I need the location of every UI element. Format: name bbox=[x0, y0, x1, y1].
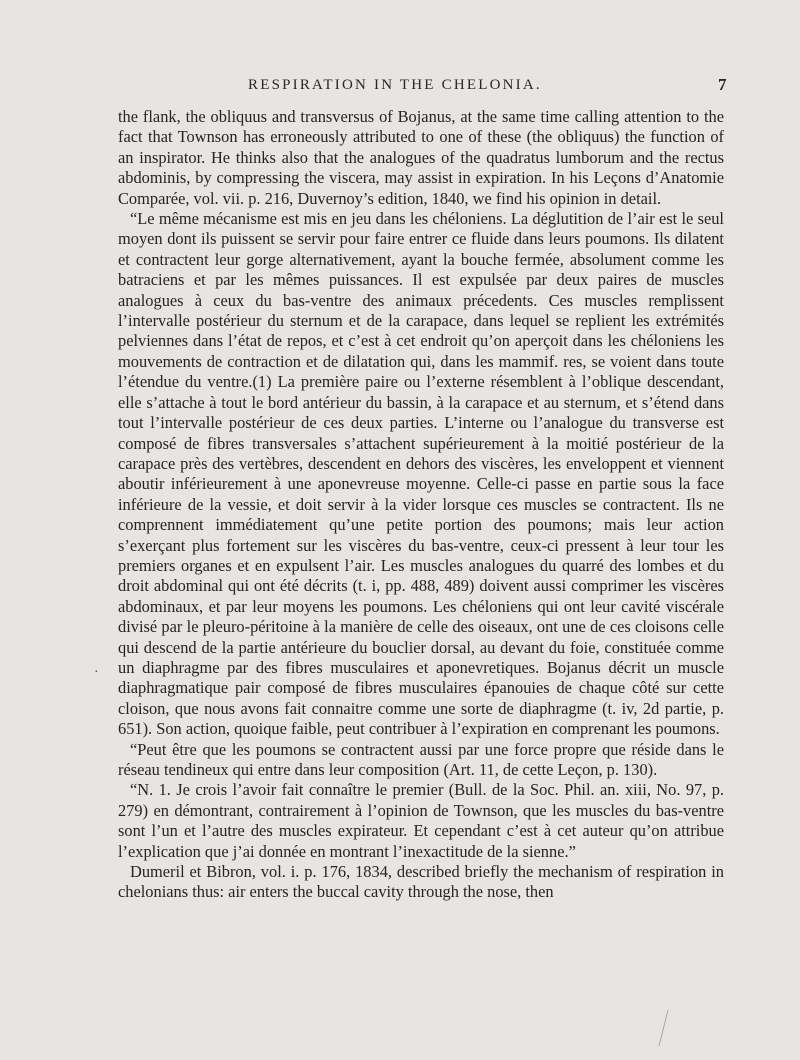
margin-speck: · bbox=[94, 665, 99, 680]
page-number: 7 bbox=[718, 75, 727, 94]
paragraph-quote-lungs: “Peut être que les poumons se contractent aussi par une force propre que réside dans le réseau tendineux qui entre dans leur composition (Art. 11, de cette Leçon, p. 130). bbox=[118, 739, 724, 779]
paragraph-quote-french: “Le même mécanisme est mis en jeu dans les chéloniens. La déglutition de l’air est le seul moyen dont ils puissent se servir pour faire entrer ce fluide dans leurs poumons. Ils dilatent et contractent leur gorge alternativement, ayant la bouche fermée, absolument comme les batraciens et par les mêmes puissances. Il est expulsée par deux paires de muscles analogues à ceux du bas-ventre des animaux précedents. Ces muscles remplissent l’intervalle postérieur du sternum et de la carapace, dans lequel se replient les extrémités pelviennes dans l’état de repos, et c’est à cet endroit qu’on aperçoit dans les chéloniens les mouvements de contraction et de dilatation qui, dans les mammif. res, se voient dans toute l’étendue du ventre.(1) La première paire ou l’externe résemblent à l’oblique descendant, elle s’attache à tout le bord antérieur du bassin, à la carapace et au sternum, et s’étend dans tout l’intervalle postérieur de ces deux parties. L’interne ou l’analogue du transverse est composé de fibres transversales s’attachent supérieurement à la moitié postérieur de la carapace près des vertèbres, descendent en dehors des viscères, les enveloppent et viennent aboutir inférieurement à une aponevreuse moyenne. Celle-ci passe en partie sous la face inférieure de la vessie, et doit servir à la vider lorsque ces muscles se contractent. Ils ne comprennent immédiatement qu’une petite portion des poumons; mais leur action s’exerçant plus fortement sur les viscères du bas-ventre, ceux-ci pressent à leur tour les premiers organes et en expulsent l’air. Les muscles analogues du quarré des lombes et du droit abdominal qui ont été décrits (t. i, pp. 488, 489) doivent aussi comprimer les viscères abdominaux, et par leur moyens les poumons. Les chéloniens qui ont leur cavité viscérale divisé par le pleuro-péritoine à la manière de celle des oiseaux, ont une de ces cloisons celle qui descend de la partie antérieure du bouclier dorsal, au devant du foie, constituée comme un diaphragme par des fibres musculaires et aponevretiques. Bojanus décrit un muscle diaphragmatique pair composé de fibres musculaires épanouies de chaque côté sur cette cloison, que nous avons fait connaitre comme une sorte de diaphragme (t. iv, 2d partie, p. 651). Son action, quoique faible, peut contribuer à l’expiration en comprenant les poumons. bbox=[118, 209, 724, 739]
pencil-mark-icon bbox=[656, 1008, 670, 1048]
body-text bbox=[118, 107, 724, 903]
paragraph-continuation: the flank, the obliquus and transversus of Bojanus, at the same time calling attention to the fact that Townson has erroneously attributed to one of these (the obliquus) the function of an inspirator. He thinks also that the analogues of the quadratus lumborum and the rectus abdominis, by compressing the viscera, may assist in expiration. In his Leçons d’Anatomie Comparée, vol. vii. p. 216, Duvernoy’s edition, 1840, we find his opinion in detail. bbox=[118, 107, 724, 208]
running-title: RESPIRATION IN THE CHELONIA. bbox=[248, 77, 542, 93]
paragraph-dumeril: Dumeril et Bibron, vol. i. p. 176, 1834, described briefly the mechanism of respiration in chelonians thus: air enters the buccal cavity through the nose, then bbox=[118, 862, 724, 902]
paragraph-footnote: “N. 1. Je crois l’avoir fait connaître le premier (Bull. de la Soc. Phil. an. xiii, No. 97, p. 279) en démontrant, contrairement à l’opinion de Townson, que les muscles du bas-ventre sont l’un et l’autre des muscles expirateur. Et cependant c’est à cet auteur qu’on attribue l’explication que j’ai donnée en montrant l’inexactitude de la sienne.” bbox=[118, 780, 724, 861]
